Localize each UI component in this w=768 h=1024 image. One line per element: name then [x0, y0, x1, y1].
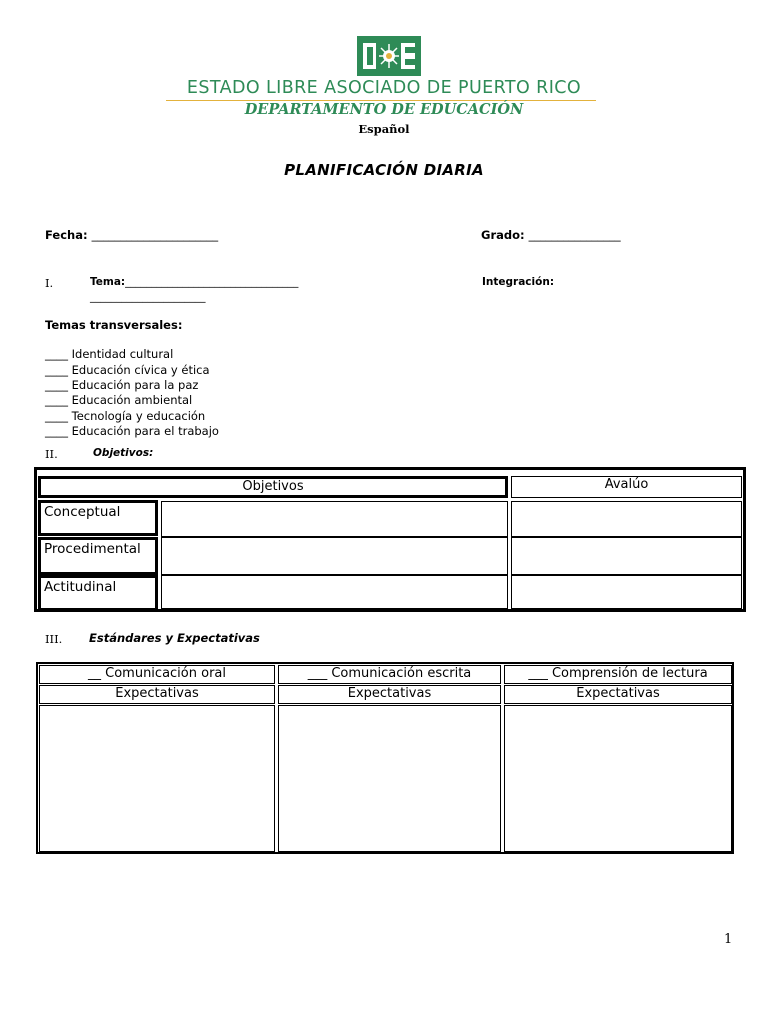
avaluo-cell-actitudinal[interactable] [511, 575, 742, 609]
objetivo-cell-actitudinal[interactable] [161, 575, 508, 609]
expectativas-cell-escrita[interactable] [278, 705, 501, 852]
standard-header-lectura[interactable]: ___ Comprensión de lectura [504, 665, 732, 684]
subject-heading: Español [358, 122, 410, 136]
objetivo-cell-conceptual[interactable] [161, 501, 508, 537]
avaluo-cell-procedimental[interactable] [511, 537, 742, 575]
section-1-number: I. [45, 276, 54, 290]
estandares-label: Estándares y Expectativas [89, 631, 260, 645]
row-label-conceptual: Conceptual [38, 500, 158, 536]
state-heading: ESTADO LIBRE ASOCIADO DE PUERTO RICO [186, 78, 582, 98]
section-3-number: III. [45, 632, 63, 646]
objetivos-label: Objetivos: [93, 447, 154, 459]
list-item[interactable]: ____ Educación para la paz [45, 378, 199, 392]
expectativas-header: Expectativas [39, 685, 275, 704]
grado-label: Grado: [481, 228, 525, 242]
expectativas-cell-lectura[interactable] [504, 705, 732, 852]
standard-header-oral[interactable]: __ Comunicación oral [39, 665, 275, 684]
fecha-line: ______________________ [91, 228, 219, 242]
list-item[interactable]: ____ Identidad cultural [45, 347, 174, 361]
department-heading: DEPARTAMENTO DE EDUCACIÓN [244, 101, 524, 118]
expectativas-header: Expectativas [278, 685, 501, 704]
objetivo-cell-procedimental[interactable] [161, 537, 508, 575]
tema-label: Tema: [90, 276, 126, 288]
objetivos-header: Objetivos [38, 476, 508, 498]
list-item[interactable]: ____ Educación cívica y ética [45, 363, 210, 377]
grado-line: ________________ [528, 228, 621, 242]
expectativas-header: Expectativas [504, 685, 732, 704]
grado-field[interactable] [481, 228, 621, 242]
row-label-procedimental: Procedimental [38, 537, 158, 575]
estandares-table [36, 662, 734, 854]
list-item[interactable]: ____ Educación ambiental [45, 393, 193, 407]
integracion-label: Integración: [482, 276, 555, 288]
avaluo-cell-conceptual[interactable] [511, 501, 742, 537]
fecha-field[interactable] [45, 228, 218, 242]
expectativas-cell-oral[interactable] [39, 705, 275, 852]
avaluo-header: Avalúo [511, 476, 742, 498]
tema-line-2[interactable]: ______________________ [90, 291, 206, 303]
list-item[interactable]: ____ Tecnología y educación [45, 409, 206, 423]
list-item[interactable]: ____ Educación para el trabajo [45, 424, 219, 438]
fecha-label: Fecha: [45, 228, 88, 242]
page-title: PLANIFICACIÓN DIARIA [284, 161, 484, 179]
row-label-actitudinal: Actitudinal [38, 575, 158, 611]
page-number: 1 [724, 932, 733, 947]
objetivos-table [34, 467, 746, 612]
transversales-heading: Temas transversales: [45, 318, 183, 332]
tema-line: _________________________________ [125, 276, 299, 288]
section-2-number: II. [45, 447, 58, 461]
standard-header-escrita[interactable]: ___ Comunicación escrita [278, 665, 501, 684]
de-logo-icon [357, 36, 421, 76]
tema-field[interactable] [90, 276, 298, 288]
